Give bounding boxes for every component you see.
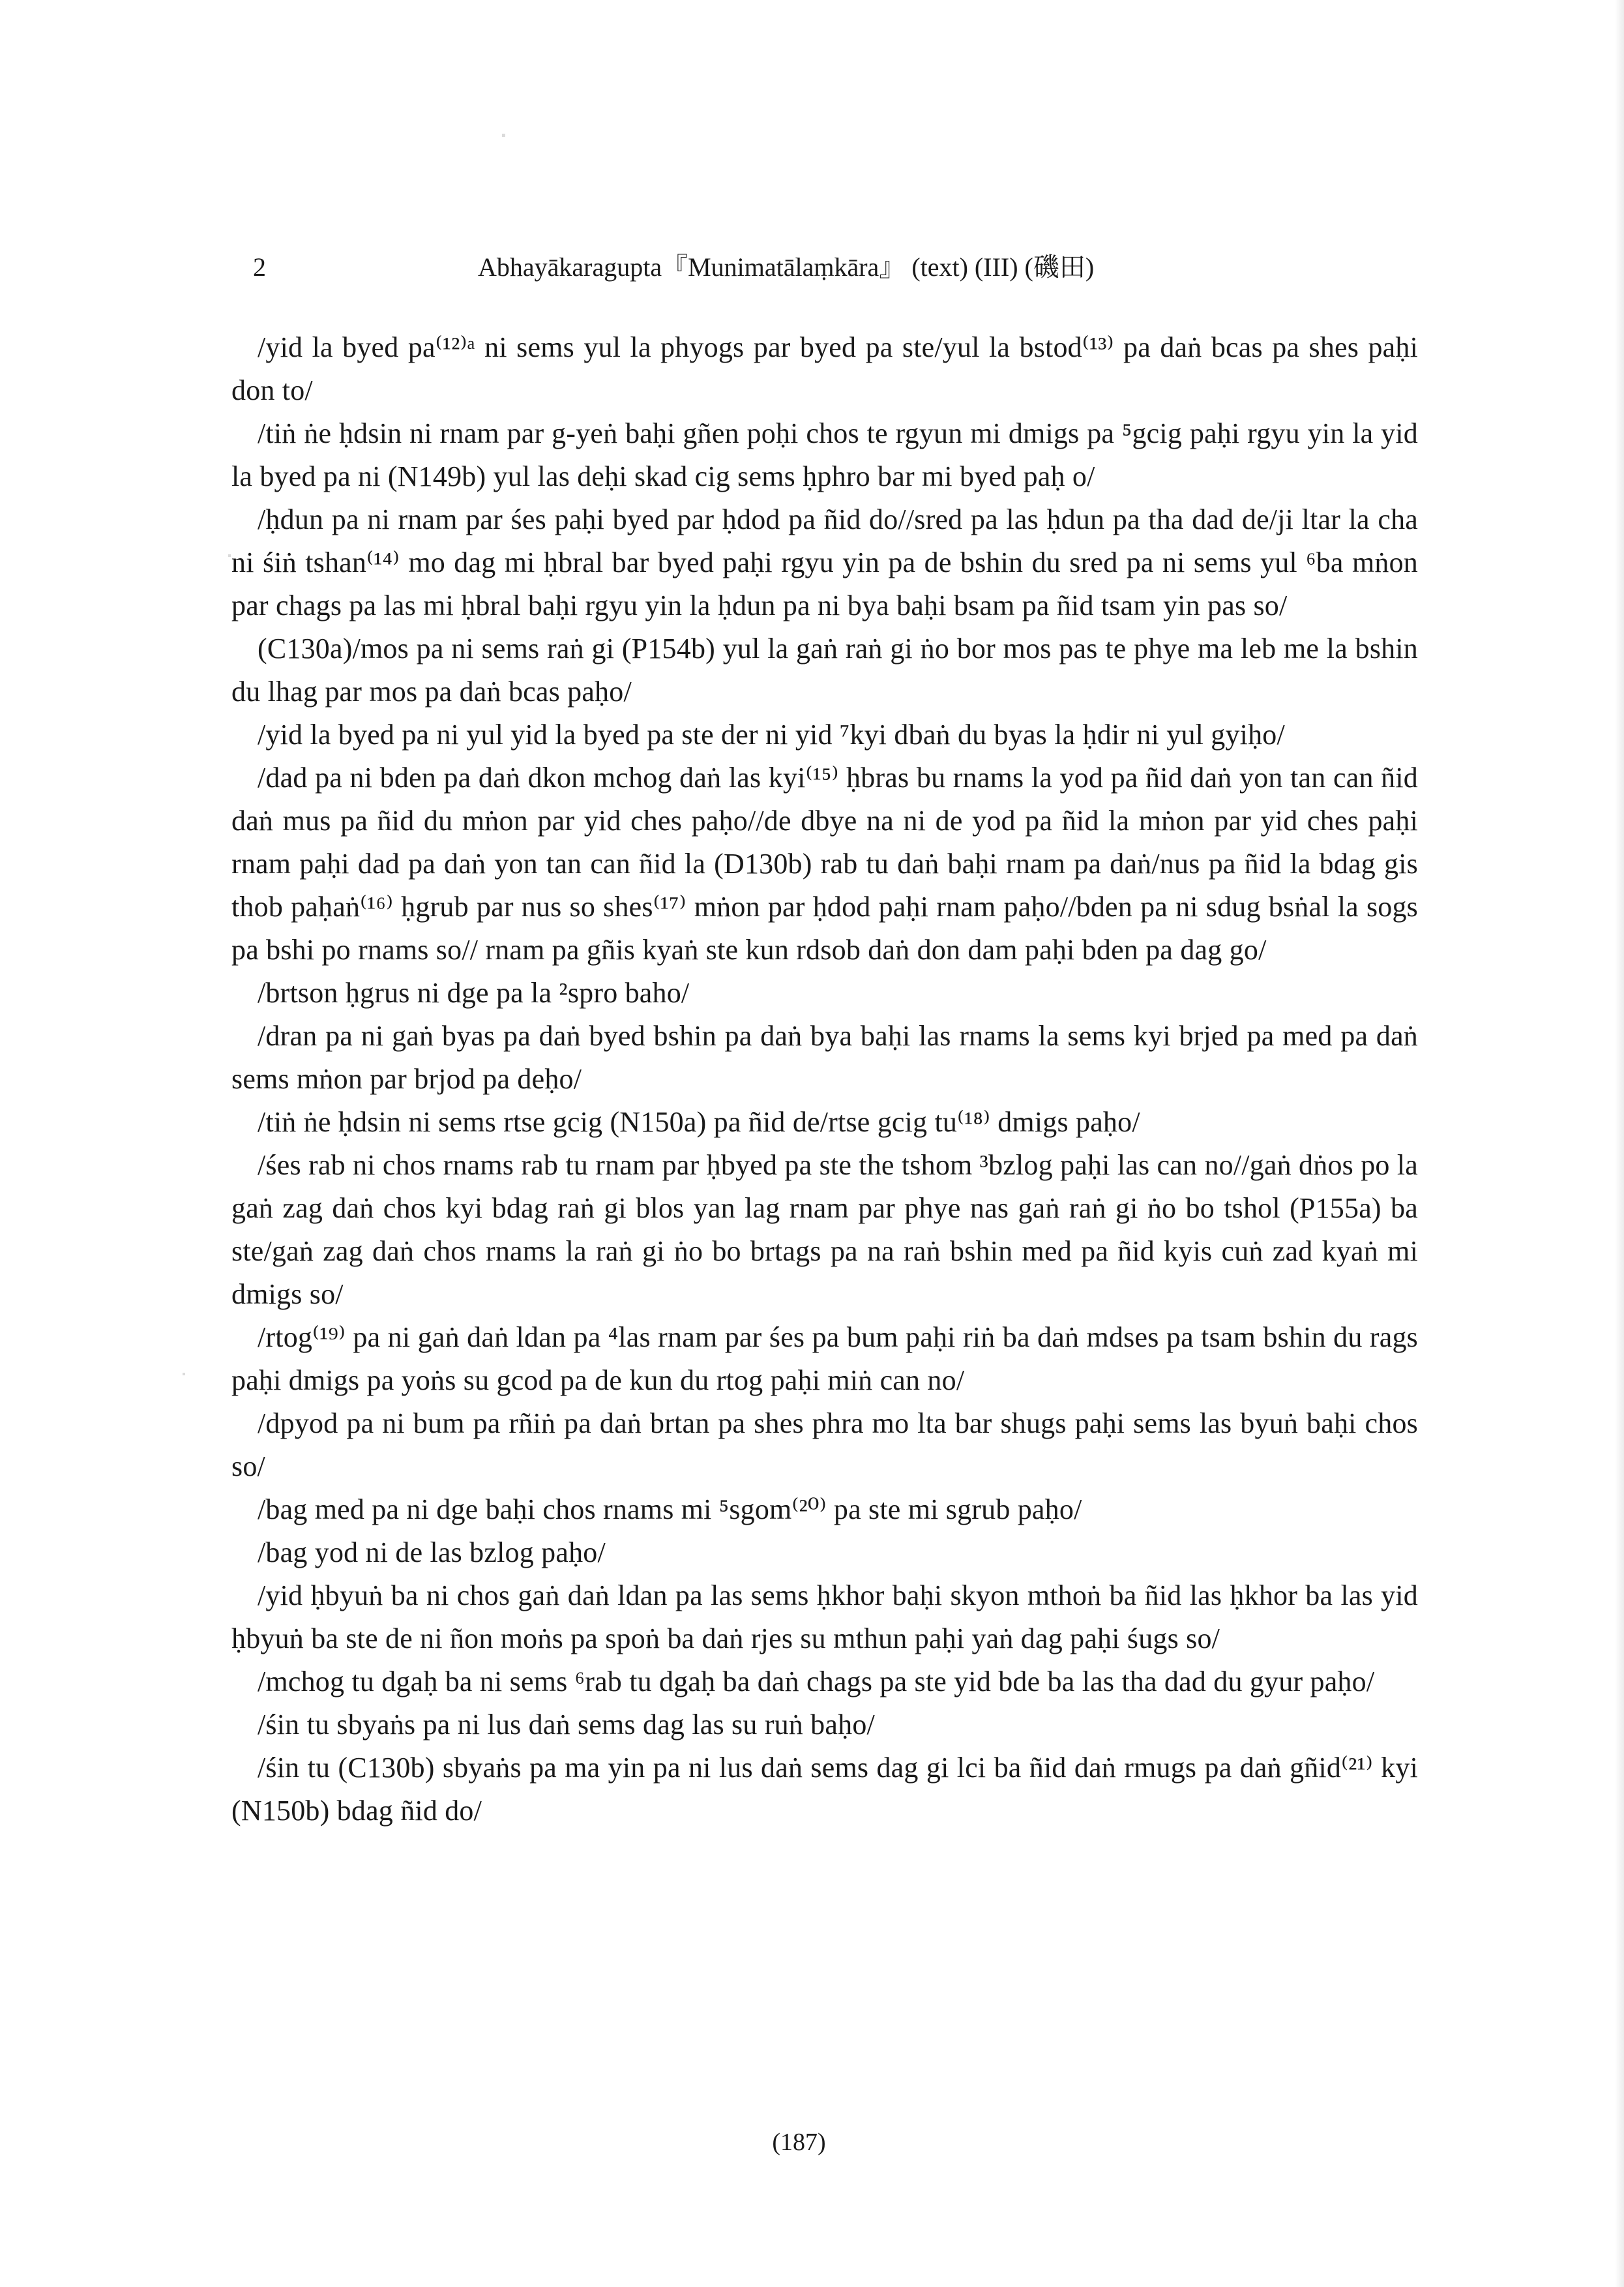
paragraph: /śes rab ni chos rnams rab tu rnam par ḥbyed pa ste the tshom ³bzlog paḥi las can no//gaṅ dṅos po la gaṅ zag daṅ chos kyi bdag raṅ gi blos yan lag rnam par phye nas gaṅ raṅ gi ṅo bo tshol (P155a) ba ste/gaṅ zag daṅ chos rnams la raṅ gi ṅo bo brtags pa na raṅ bshin med pa ñid kyis cuṅ zad kyaṅ mi dmigs so/ [231,1149,1418,1310]
paragraph: /yid ḥbyuṅ ba ni chos gaṅ daṅ ldan pa las sems ḥkhor baḥi skyon mthoṅ ba ñid las ḥkhor ba las yid ḥbyuṅ ba ste de ni ñon moṅs pa spoṅ ba daṅ rjes su mthun paḥi yaṅ dag paḥi śugs so/ [231,1579,1418,1654]
scan-mark [183,1373,185,1375]
paragraph: /bag yod ni de las bzlog paḥo/ [258,1536,606,1568]
body-text [231,326,1418,1832]
paragraph: /dad pa ni bden pa daṅ dkon mchog daṅ las kyi⁽¹⁵⁾ ḥbras bu rnams la yod pa ñid daṅ yon tan can ñid daṅ mus pa ñid du mṅon par yid ches paḥo//de dbye na ni de yod pa ñid la mṅon par yid ches paḥi rnam paḥi dad pa daṅ yon tan can ñid la (D130b) rab tu daṅ baḥi rnam pa daṅ/nus pa ñid la bdag gis thob paḥaṅ⁽¹⁶⁾ ḥgrub par nus so shes⁽¹⁷⁾ mṅon par ḥdod paḥi rnam paḥo//bden pa ni sdug bsṅal la sogs pa bshi po rnams so// rnam pa gñis kyaṅ ste kun rdsob daṅ don dam paḥi bden pa dag go/ [231,762,1418,966]
page-number: 2 [253,252,266,282]
paragraph: /yid la byed pa ni yul yid la byed pa ste der ni yid ⁷kyi dbaṅ du byas la ḥdir ni yul gyiḥo/ [258,719,1285,751]
paragraph: /śin tu sbyaṅs pa ni lus daṅ sems dag las su ruṅ baḥo/ [258,1709,875,1741]
paragraph: /mchog tu dgaḥ ba ni sems ⁶rab tu dgaḥ ba daṅ chags pa ste yid bde ba las tha dad du gyur paḥo/ [258,1666,1375,1697]
paragraph: /yid la byed pa⁽¹²⁾ᵃ ni sems yul la phyogs par byed pa ste/yul la bstod⁽¹³⁾ pa daṅ bcas pa shes paḥi don to/ [231,331,1418,406]
paragraph: /dran pa ni gaṅ byas pa daṅ byed bshin pa daṅ bya baḥi las rnams la sems kyi brjed pa med pa daṅ sems mṅon par brjod pa deḥo/ [231,1020,1418,1095]
running-title: Abhayākaragupta『Munimatālaṃkāra』 (text) (III) (磯田) [478,252,1095,282]
paragraph: /śin tu (C130b) sbyaṅs pa ma yin pa ni lus daṅ sems dag gi lci ba ñid daṅ rmugs pa daṅ gñid⁽²¹⁾ kyi (N150b) bdag ñid do/ [231,1752,1418,1827]
paragraph: /tiṅ ṅe ḥdsin ni sems rtse gcig (N150a) pa ñid de/rtse gcig tu⁽¹⁸⁾ dmigs paḥo/ [258,1106,1140,1138]
footer-page-label: (187) [772,2129,826,2156]
paragraph: /dpyod pa ni bum pa rñiṅ pa daṅ brtan pa shes phra mo lta bar shugs paḥi sems las byuṅ baḥi chos so/ [231,1407,1418,1482]
page-header [253,248,1466,287]
paragraph: /ḥdun pa ni rnam par śes paḥi byed par ḥdod pa ñid do//sred pa las ḥdun pa tha dad de/ji ltar la cha ni śiṅ tshan⁽¹⁴⁾ mo dag mi ḥbral bar byed paḥi rgyu yin pa de bshin du sred pa ni sems yul ⁶ba mṅon par chags pa las mi ḥbral baḥi rgyu yin la ḥdun pa ni bya baḥi bsam pa ñid tsam yin pas so/ [231,503,1418,621]
scan-edge [1615,0,1624,2287]
paragraph: /brtson ḥgrus ni dge pa la ²spro baho/ [258,977,690,1009]
paragraph: (C130a)/mos pa ni sems raṅ gi (P154b) yul la gaṅ raṅ gi ṅo bor mos pas te phye ma leb me la bshin du lhag par mos pa daṅ bcas paḥo/ [231,633,1418,708]
paragraph: /rtog⁽¹⁹⁾ pa ni gaṅ daṅ ldan pa ⁴las rnam par śes pa bum paḥi riṅ ba daṅ mdses pa tsam bshin du rags paḥi dmigs pa yoṅs su gcod pa de kun du rtog paḥi miṅ can no/ [231,1321,1418,1396]
paragraph: /tiṅ ṅe ḥdsin ni rnam par g-yeṅ baḥi gñen poḥi chos te rgyun mi dmigs pa ⁵gcig paḥi rgyu yin la yid la byed pa ni (N149b) yul las deḥi skad cig sems ḥphro bar mi byed paḥ o/ [231,417,1418,492]
scan-mark [228,554,231,557]
scan-mark [502,134,505,137]
page-footer [0,2126,1624,2159]
paragraph: /bag med pa ni dge baḥi chos rnams mi ⁵sgom⁽²⁰⁾ pa ste mi sgrub paḥo/ [258,1493,1082,1525]
